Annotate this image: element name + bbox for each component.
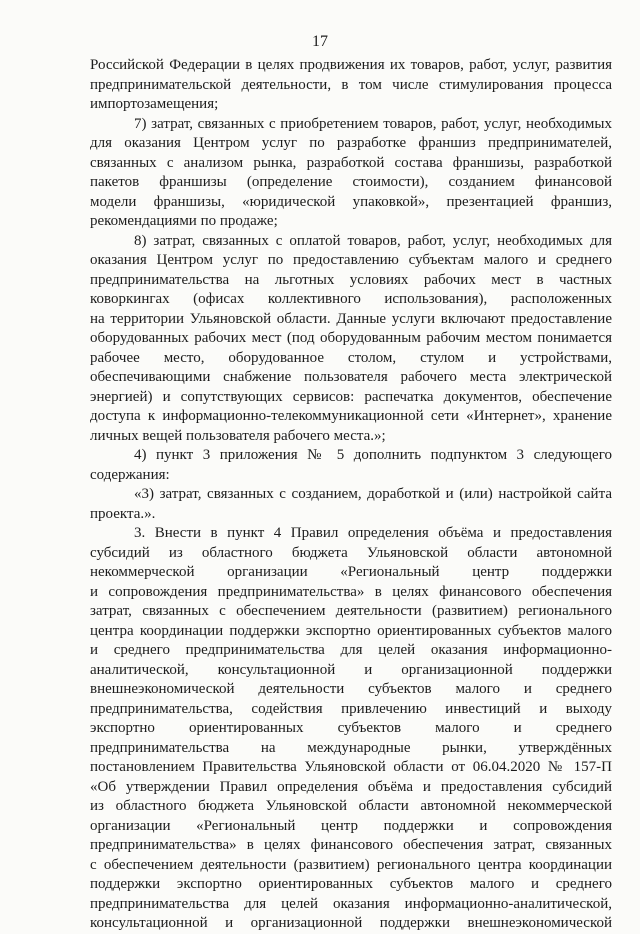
text-line: обеспечивающими снабжение пользователя рабочего места электрической	[90, 369, 612, 385]
text-line: оборудованных рабочих мест (под оборудованным рабочим местом понимается	[90, 330, 612, 346]
text-line: 4) пункт 3 приложения № 5 дополнить подпунктом 3 следующего	[134, 447, 612, 463]
text-line: предпринимательства, содействия привлечению инвестиций и выходу	[90, 700, 612, 717]
text-line: консультационной и организационной поддержки внешнеэкономической	[90, 915, 612, 931]
page-number: 17	[312, 33, 328, 50]
text-line: содержания:	[90, 466, 170, 483]
text-line: предпринимательства» в целях финансового обеспечения затрат, связанных	[90, 837, 612, 853]
text-line: центра координации поддержки экспортно ориентированных субъектов малого	[90, 622, 612, 639]
text-line: предпринимательства на льготных условиях рабочих мест в частных	[90, 271, 612, 288]
text-line: проекта.».	[90, 505, 156, 522]
text-line: личных вещей пользователя рабочего места.»;	[90, 427, 386, 444]
text-line: рабочее место, оборудованное столом, стулом и устройствами,	[90, 349, 612, 366]
text-line: «3) затрат, связанных с созданием, доработкой и (или) настройкой сайта	[134, 486, 612, 502]
text-line: коворкингах (офисах коллективного использования), расположенных	[90, 291, 612, 307]
text-line: 7) затрат, связанных с приобретением товаров, работ, услуг, необходимых	[134, 115, 612, 132]
text-line: некоммерческой организации «Региональный центр поддержки	[90, 564, 612, 580]
text-line: предпринимательства для целей оказания информационно-аналитической,	[90, 895, 612, 912]
text-line: импортозамещения;	[90, 96, 219, 112]
text-line: и сопровождения предпринимательства» в целях финансового обеспечения	[90, 583, 612, 600]
text-line: предпринимательства на международные рынки, утверждённых	[90, 739, 612, 756]
text-line: модели франшизы, «юридической упаковкой», презентацией франшиз,	[90, 193, 612, 210]
text-line: 8) затрат, связанных с оплатой товаров, работ, услуг, необходимых для	[134, 232, 612, 249]
text-line: организации «Региональный центр поддержки и сопровождения	[90, 817, 612, 834]
text-line: экспортно ориентированных субъектов малого и среднего	[90, 720, 612, 736]
text-line: 3. Внести в пункт 4 Правил определения объёма и предоставления	[134, 525, 612, 541]
text-line: пакетов франшизы (определение стоимости), созданием финансовой	[90, 174, 612, 190]
text-line: «Об утверждении Правил определения объёма и предоставления субсидий	[90, 778, 612, 795]
text-line: затрат, связанных с обеспечением деятельности (развитием) регионального	[90, 603, 612, 619]
text-line: внешнеэкономической деятельности субъектов малого и среднего	[90, 681, 612, 697]
text-line: для оказания Центром услуг по разработке франшиз предпринимателей,	[90, 135, 612, 151]
text-line: предпринимательской деятельности, в том числе стимулирования процесса	[90, 76, 612, 93]
text-line: аналитической, консультационной и организационной поддержки	[90, 661, 612, 678]
text-line: доступа к информационно-телекоммуникационной сети «Интернет», хранение	[90, 408, 612, 424]
text-line: на территории Ульяновской области. Данные услуги включают предоставление	[90, 310, 612, 327]
body-text	[90, 56, 612, 934]
text-line: энергией) и сопутствующих сервисов: распечатка документов, обеспечение	[90, 388, 612, 405]
text-line: связанных с анализом рынка, разработкой состава франшизы, разработкой	[90, 154, 612, 171]
text-line: и среднего предпринимательства для целей оказания информационно-	[90, 642, 612, 658]
text-line: с обеспечением деятельности (развитием) регионального центра координации	[90, 856, 612, 873]
text-line: постановлением Правительства Ульяновской области от 06.04.2020 № 157-П	[90, 759, 612, 775]
text-line: из областного бюджета Ульяновской области автономной некоммерческой	[90, 798, 612, 814]
text-line: рекомендациями по продаже;	[90, 213, 278, 229]
text-line: поддержки экспортно ориентированных субъектов малого и среднего	[90, 876, 612, 892]
text-line: субсидий из областного бюджета Ульяновской области автономной	[90, 544, 612, 561]
text-line: оказания Центром услуг по предоставлению субъектам малого и среднего	[90, 252, 612, 268]
text-line: Российской Федерации в целях продвижения их товаров, работ, услуг, развития	[90, 57, 612, 73]
